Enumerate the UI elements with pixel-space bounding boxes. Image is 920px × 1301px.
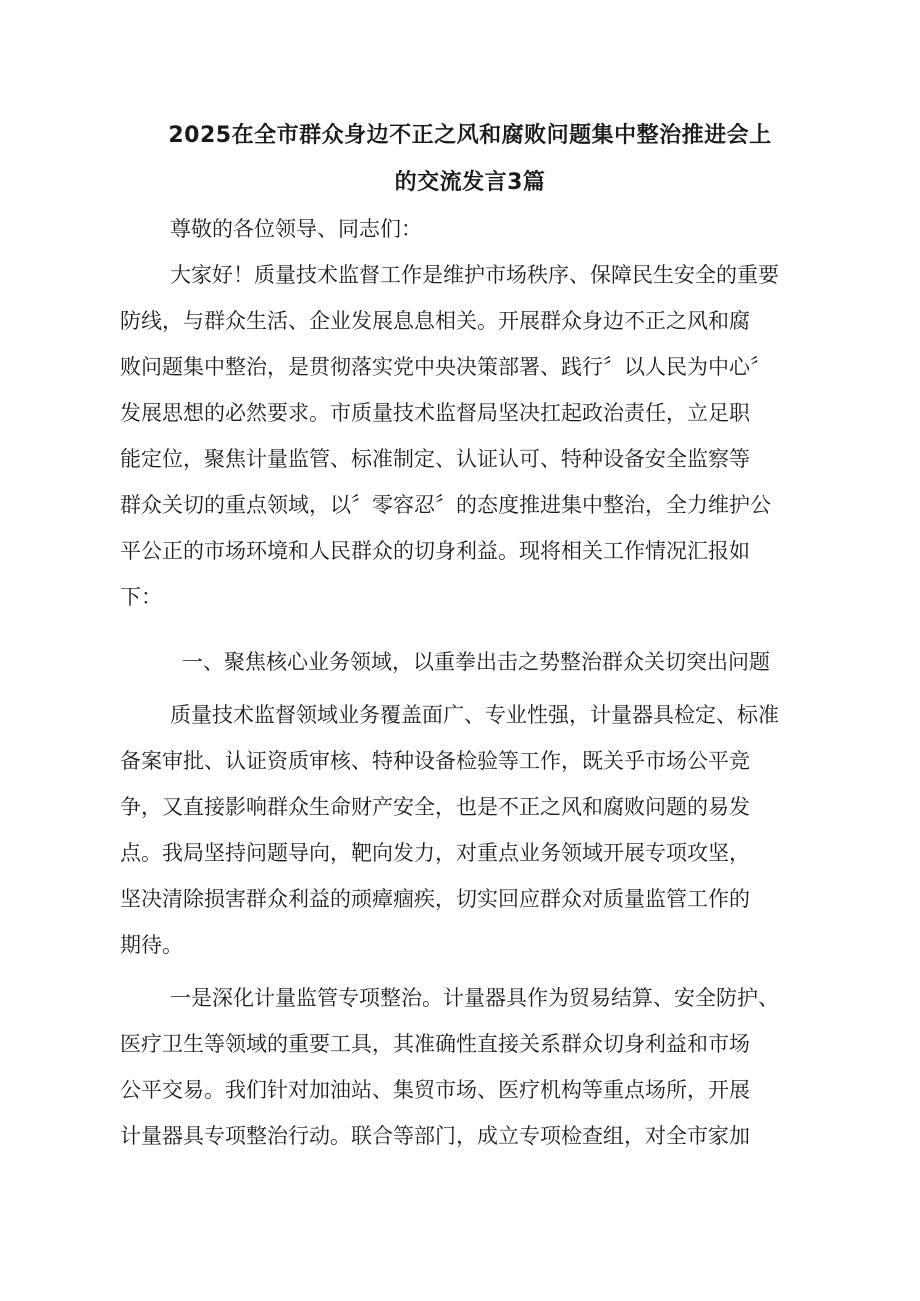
body-line: 一是深化计量监管专项整治。计量器具作为贸易结算、安全防护、	[170, 986, 779, 1010]
body-line: 防线，与群众生活、企业发展息息相关。开展群众身边不正之风和腐	[120, 309, 750, 333]
body-line: 平公正的市场环境和人民群众的切身利益。现将相关工作情况汇报如	[120, 539, 750, 563]
body-line: 备案审批、认证资质审核、特种设备检验等工作，既关乎市场公平竞	[120, 749, 750, 773]
document-title-line-2: 的交流发言3篇	[394, 170, 546, 195]
section-heading: 一、聚焦核心业务领域，以重拳出击之势整治群众关切突出问题	[182, 650, 770, 674]
body-line: 期待。	[120, 933, 183, 957]
body-line: 医疗卫生等领域的重要工具，其准确性直接关系群众切身利益和市场	[120, 1032, 750, 1056]
document-title-line-1: 2025在全市群众身边不正之风和腐败问题集中整治推进会上	[168, 123, 772, 148]
body-line: 败问题集中整治，是贯彻落实党中央决策部署、践行〞以人民为中心〞	[120, 355, 771, 379]
body-line: 点。我局坚持问题导向，靶向发力，对重点业务领域开展专项攻坚，	[120, 841, 750, 865]
body-line: 公平交易。我们针对加油站、集贸市场、医疗机构等重点场所，开展	[120, 1078, 750, 1102]
body-line: 质量技术监督领域业务覆盖面广、专业性强，计量器具检定、标准	[170, 703, 779, 727]
body-line: 群众关切的重点领域，以〞零容忍〞的态度推进集中整治，全力维护公	[120, 493, 771, 517]
salutation: 尊敬的各位领导、同志们：	[170, 217, 422, 241]
body-line: 能定位，聚焦计量监管、标准制定、认证认可、特种设备安全监察等	[120, 447, 750, 471]
body-line: 发展思想的必然要求。市质量技术监督局坚决扛起政治责任，立足职	[120, 401, 750, 425]
body-line: 计量器具专项整治行动。联合等部门，成立专项检查组，对全市家加	[120, 1124, 750, 1148]
body-line: 大家好！质量技术监督工作是维护市场秩序、保障民生安全的重要	[170, 263, 779, 287]
body-line: 争，又直接影响群众生命财产安全，也是不正之风和腐败问题的易发	[120, 795, 750, 819]
body-line: 下：	[120, 585, 162, 609]
body-line: 坚决清除损害群众利益的顽瘴痼疾，切实回应群众对质量监管工作的	[120, 887, 750, 911]
